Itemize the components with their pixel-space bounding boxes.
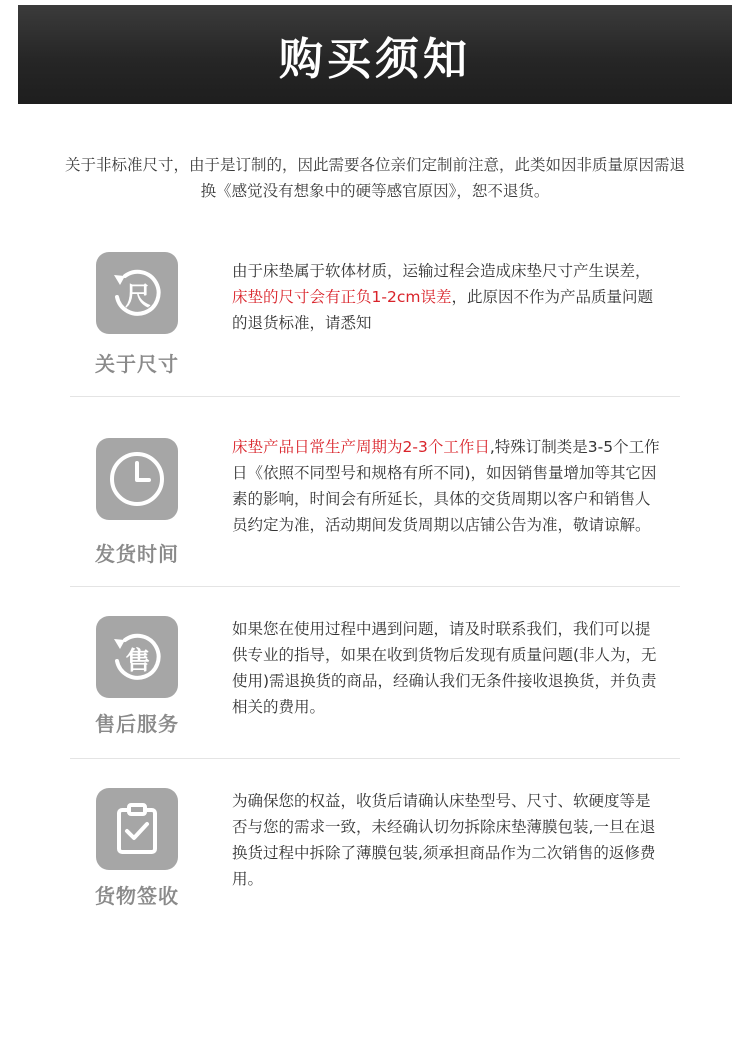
intro-text: 关于非标准尺寸，由于是订制的，因此需要各位亲们定制前注意，此类如因非质量原因需退换《感觉没有想象中的硬等感官原因》，恕不退货。	[64, 156, 685, 200]
text-part: 为确保您的权益，收货后请确认床垫型号、尺寸、软硬度等是否与您的需求一致，未经确认切勿拆除床垫薄膜包装,一旦在退换货过程中拆除了薄膜包装,须承担商品作为二次销售的返修费用。	[232, 792, 656, 888]
section-text-shipping	[232, 434, 662, 538]
size-icon	[96, 252, 178, 334]
section-size	[70, 246, 680, 386]
section-label-size: 关于尺寸	[95, 352, 179, 376]
section-shipping	[70, 434, 680, 574]
size-icon-char: 尺	[124, 282, 152, 312]
section-receipt	[70, 786, 680, 926]
header-banner	[18, 5, 732, 104]
divider	[70, 758, 680, 759]
section-after-sales	[70, 614, 680, 754]
clipboard-check-icon	[96, 788, 178, 870]
section-text-receipt	[232, 788, 662, 892]
section-label-receipt: 货物签收	[95, 884, 179, 908]
section-text-after-sales	[232, 616, 662, 720]
section-text-size	[232, 258, 662, 336]
clock-icon	[96, 438, 178, 520]
text-part: ，此原因不作为产品质量问题的退货标准，请悉知	[232, 288, 653, 332]
text-part: 如果您在使用过程中遇到问题，请及时联系我们，我们可以提供专业的指导，如果在收到货物后发现有质量问题(非人为，无使用)需退换货的商品，经确认我们无条件接收退换货，并负责相关的费用。	[232, 620, 657, 716]
after-sales-icon	[96, 616, 178, 698]
text-part: ,特殊订制类是3-5个工作日《依照不同型号和规格有所不同)，如因销售量增加等其它因素的影响，时间会有所延长，具体的交货周期以客户和销售人员约定为准，活动期间发货周期以店铺公告为准，敬请谅解。	[232, 438, 660, 534]
divider	[70, 586, 680, 587]
section-label-after-sales: 售后服务	[95, 712, 179, 736]
text-highlight: 床垫的尺寸会有正负1-2cm误差	[232, 288, 452, 306]
after-sales-icon-char: 售	[125, 646, 151, 675]
text-highlight: 床垫产品日常生产周期为2-3个工作日	[232, 438, 490, 456]
text-part: 由于床垫属于软体材质，运输过程会造成床垫尺寸产生误差，	[232, 262, 651, 280]
section-label-shipping: 发货时间	[95, 542, 179, 566]
divider	[70, 396, 680, 397]
page-title: 购买须知	[279, 33, 471, 85]
